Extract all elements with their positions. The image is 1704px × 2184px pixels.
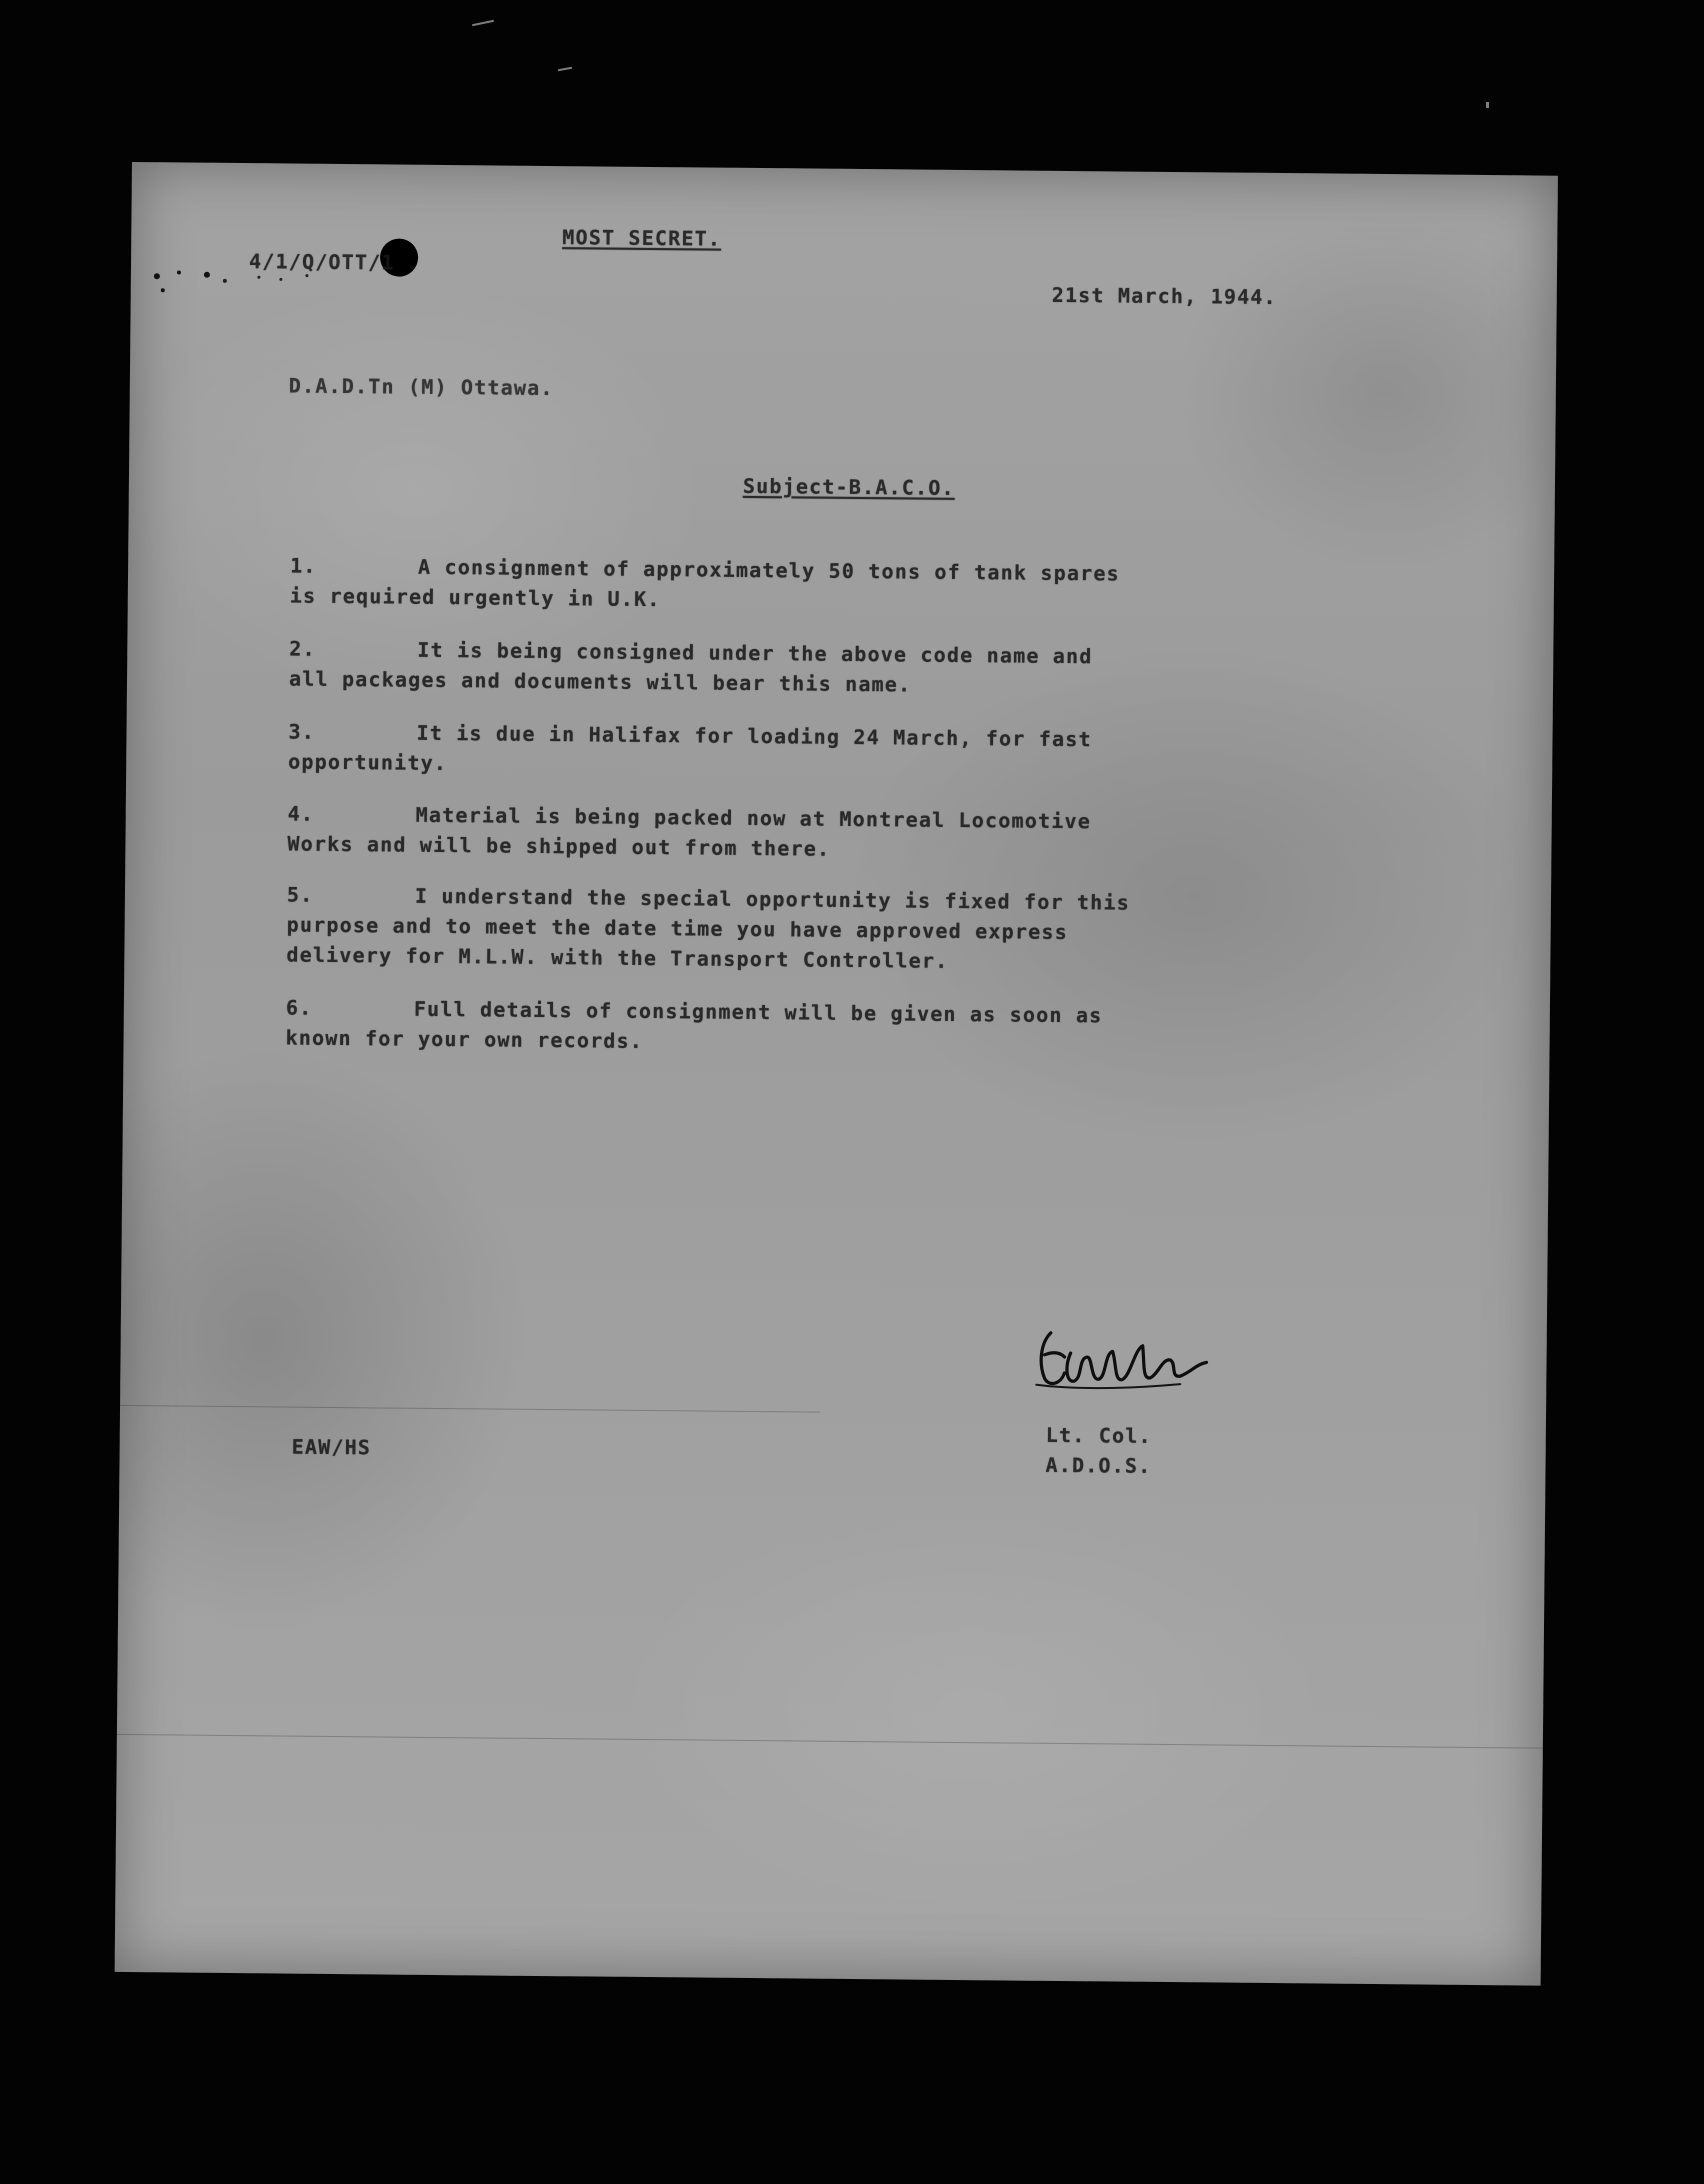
letter-date: 21st March, 1944. [1051,282,1277,309]
addressee: D.A.D.Tn (M) Ottawa. [288,373,554,401]
paragraph-line: known for your own records. [285,1025,644,1053]
signatory-rank: Lt. Col. [1045,1422,1152,1448]
paragraph-4 [287,801,1188,861]
paragraph-number: 4. [287,801,315,826]
scan-mark [472,20,494,27]
paragraph-line: Works and will be shipped out from there. [287,831,831,861]
document-page [115,162,1558,1986]
file-reference: 4/1/Q/OTT/1 [248,249,395,275]
paragraph-3 [288,719,1189,776]
fold-line [120,1405,820,1413]
paragraph-number: 2. [289,636,316,661]
paragraph-2 [288,636,1189,697]
subject-line: Subject-B.A.C.O. [742,473,955,500]
paragraph-line: I understand the special opportunity is fixed for this [414,883,1131,915]
handwritten-signature [1030,1323,1221,1405]
paragraph-number: 5. [286,882,314,907]
paragraph-line: Full details of consignment will be given as soon as [413,996,1103,1028]
paragraph-line: all packages and documents will bear this name. [288,666,912,697]
paragraph-number: 1. [290,553,317,578]
paragraph-line: is required urgently in U.K. [289,583,661,612]
paragraph-1 [289,553,1190,612]
paragraph-line: opportunity. [288,749,448,776]
paragraph-6 [285,995,1186,1053]
paragraph-line: It is due in Halifax for loading 24 March, for fast [416,720,1092,752]
paragraph-line: delivery for M.L.W. with the Transport Controller. [286,942,949,973]
signatory-title: A.D.O.S. [1045,1452,1152,1478]
paragraph-line: Material is being packed now at Montreal Locomotive [415,802,1092,834]
paragraph-line: purpose and to meet the date time you have approved express [286,912,1069,945]
paragraph-5 [286,882,1187,973]
paragraph-line: A consignment of approximately 50 tons of tank spares [418,554,1120,586]
scan-mark [558,67,572,71]
classification-heading: MOST SECRET. [562,225,722,251]
typist-initials: EAW/HS [291,1434,372,1460]
paragraph-line: It is being consigned under the above code name and [417,637,1093,669]
paragraph-number: 6. [285,995,313,1020]
scan-mark [1486,102,1489,108]
fold-line [117,1734,1543,1749]
paragraph-number: 3. [288,719,316,744]
